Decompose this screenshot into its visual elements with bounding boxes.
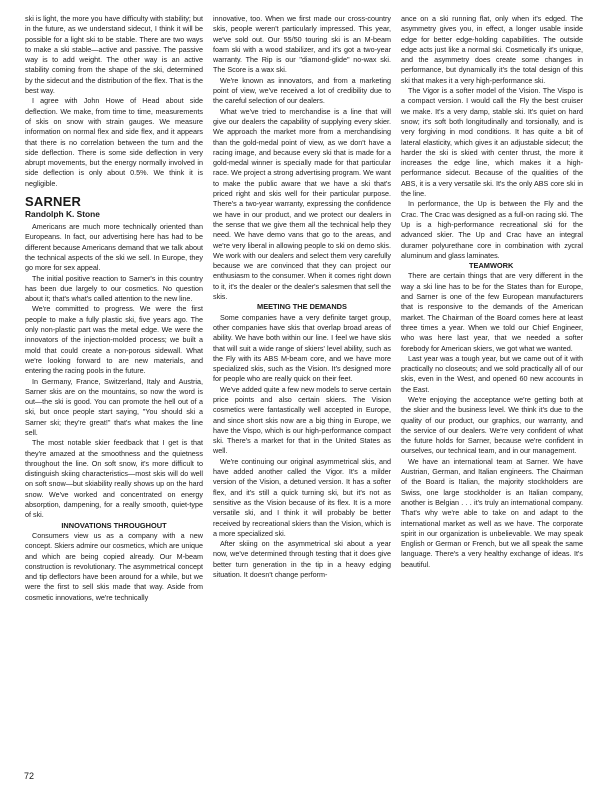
paragraph: Some companies have a very definite target group, other companies have skis that overlap broad areas of ability. We have both within our line. I feel we have skis that will suit a wide range of skiers' level ability, such as the Fly with its ABS M-beam core, and we have more specialized skis, such as the Vision. It's designed more for people who are really quick on their feet.: [213, 312, 391, 384]
paragraph: There are certain things that are very different in the way a ski line has to be for the States than for Europe, and Sarner is one of the few European manufacturers that is responsive to the demands of the American market. The Chairman of the Board comes here at least three times a year. When we told our Chief Engineer, who was here last year, that we needed a softer forebody for American skiers, we got what we wanted.: [401, 271, 583, 353]
paragraph: We're continuing our original asymmetrical skis, and have added another called the Vigor. It's a milder version of the Vision, a detuned version. It has a softer flex, and it's still a quick turning ski, but it's not as sensitive as the Vision because of its flex. It is a more versatile ski, and I think it will probably be better received by recreational skiers than the Vision, which is a more specialized ski.: [213, 456, 391, 538]
paragraph: ski is light, the more you have difficulty with stability; but in the future, as we understand sidecut, I think it will be possible for a light ski to be stable. There are two ways to make a ski stable—active and passive. The passive way is to add weight. The other way is an active stability coming from the shape of the ski, determined by the sidecut and the distribution of the flex. That is the best way.: [25, 14, 203, 96]
paragraph: In Germany, France, Switzerland, Italy and Austria, Sarner skis are on the mountains, so now the word is out—the ski is good. You can promote the hell out of a ski, but once people start saying, "You should ski a Sarner ski; they're great!" that's what makes the line sell.: [25, 376, 203, 437]
paragraph: What we've tried to merchandise is a line that will give our dealers the capability of supplying every skier. We approach the market more from a merchandising than the gold-medal point of view, as we don't have a racing image, and because every ski that is made for a gold-medal winner is specially made for that particular race. We project a strong advertising program. We want to make the public aware that we have a ski that's priced right and skis well for their particular purpose. There's a two-year warranty, expressing the confidence we have in our product, and we protect our dealers in the sense that we give them all the technical help they need. We have demo vans that go to the areas, and we're very liberal in allowing people to ski on demo skis. We work with our dealers and select them very carefully because we are convinced that they can project our enthusiasm to the consumer. When it comes right down to it, it's the dealer or the dealer's salesmen that sell the skis.: [213, 106, 391, 302]
paragraph: Americans are much more technically oriented than Europeans. In fact, our advertising here has had to be different because Americans demand that we talk about the technical aspects of the ski we sell. In Europe, they go more for sex appeal.: [25, 222, 203, 273]
paragraph: After skiing on the asymmetrical ski about a year now, we've determined through testing that it does give better turn generation in the tip in a heavy edging situation. It doesn't change perform-: [213, 539, 391, 580]
paragraph: We're committed to progress. We were the first people to make a fully plastic ski, five years ago. The only non-plastic part was the metal edge. We were the innovators of the injection-molded process; we built a mold that could create a non-porous sidewall. What we're looking forward to are new materials, and entering the racing pools in the future.: [25, 304, 203, 376]
paragraph: I agree with John Howe of Head about side deflection. We make, from time to time, measurements of skis on snow with strain gauges. We measure information on normal flex and side flex, and it appears that there is no correlation between the turn and the side deflection. There is some side deflection in very abrupt movements, but the energy normally involved in side deflection is only about 0.5%. We think it is negligible.: [25, 96, 203, 188]
subheading-meeting-demands: MEETING THE DEMANDS: [257, 302, 347, 312]
paragraph: Last year was a tough year, but we came out of it with practically no closeouts; and we sold practically all of our skis, even in the West, and opened 60 new accounts in the East.: [401, 353, 583, 394]
paragraph: The initial positive reaction to Sarner's in this country has been due largely to our cosmetics. No question about it; that's what's called attention to the new line.: [25, 273, 203, 304]
paragraph: We're known as innovators, and from a marketing point of view, we've received a lot of credibility due to the careful selection of our dealers.: [213, 75, 391, 106]
column-2: [213, 14, 391, 784]
paragraph: Consumers view us as a company with a new concept. Skiers admire our cosmetics, which are unique and which are being copied already. Our M-beam construction is revolutionary. The asymmetrical concept and tip deflectors have been around for a while, but we were the first to sell skis made that way. Aside from cosmetic innovations, we're technically: [25, 530, 203, 602]
paragraph: In performance, the Up is between the Fly and the Crac. The Crac was designed as a full-on racing ski. The Up is a high-performance recreational ski for the advanced skier. The Up and Crac have an integral duramer polyurethane core in combination with zycral aluminum and glass laminates.: [401, 199, 583, 260]
paragraph: The most notable skier feedback that I get is that they're amazed at the smoothness and the quietness throughout the line. On soft snow, it's more difficult to distinguish skiing characteristics—most skis will do well on soft snow—but skiability really shows up on the hard snow. We've worked and concentrated on energy absorption, dampening, for a really smooth, quiet-type of ski.: [25, 438, 203, 520]
paragraph: We have an international team at Sarner. We have Austrian, German, and Italian engineers. The Chairman of the Board is Italian, the majority stockholders are Swiss, one large stockholder is an Italian company, another is Belgian . . . it's truly an international company. That's why we're able to take on and adapt to the international market as well as we have. The corporate spirit in our organization is unbelievable. We may speak English or German or French, but we all speak the same language. There's a very healthy exchange of ideas. It's beautiful.: [401, 456, 583, 569]
subheading-innovations: INNOVATIONS THROUGHOUT: [61, 520, 167, 530]
section-heading: SARNER: [25, 194, 82, 210]
paragraph: innovative, too. When we first made our cross-country skis, people weren't particularly impressed. This year, we've sold out. Our 55/50 touring ski is an M-beam foam ski with a wood stabilizer, and it's got a two-year warranty. The Rip is our "diamond-glide" no-wax ski. The Score is a wax ski.: [213, 14, 391, 75]
column-3: [401, 14, 583, 784]
column-1: [25, 14, 203, 784]
paragraph: We've added quite a few new models to serve certain price points and also certain skiers. The Vision cosmetics were fantastically well accepted in Europe, and since short skis now are a big thing in Europe, we have the Vispo, which is our high-performance compact ski. There's a market for that in the United States as well.: [213, 384, 391, 456]
byline: Randolph K. Stone: [25, 209, 100, 220]
paragraph: ance on a ski running flat, only when it's edged. The asymmetry gives you, in effect, a longer usable inside edge for better edge-holding capabilities. The outside edge acts just like a normal ski. Cosmetically it's unique, and the asymmetry does create some changes in performance, but dynamically it's the total design of this ski that makes it a very high-performance ski.: [401, 14, 583, 85]
subheading-teamwork: TEAMWORK: [469, 261, 514, 271]
paragraph: We're enjoying the acceptance we're getting both at the skier and the business level. We think it's due to the quality of our product, our graphics, our warranty, and the service of our dealers. We're very confident of what the future holds for Sarner, because we're confident in ourselves, our technical team, and in our management.: [401, 394, 583, 456]
page-number: 72: [24, 771, 35, 781]
paragraph: The Vigor is a softer model of the Vision. The Vispo is a compact version. I would call the Fly the best cruiser we make. It's a very damp, stable ski. It's quiet on hard snow; it's soft both longitudinally and torsionally, and is very forgiving in mod conditions. It has quite a bit of lateral elasticity, which gives it an adjustable sidecut; the harder the ski is skied with center thrust, the more it increases the edge line, which makes it a high-performance sidecut. Because of the qualities of the ABS, it is a very versatile ski. It's the only ABS core ski in the line.: [401, 86, 583, 199]
